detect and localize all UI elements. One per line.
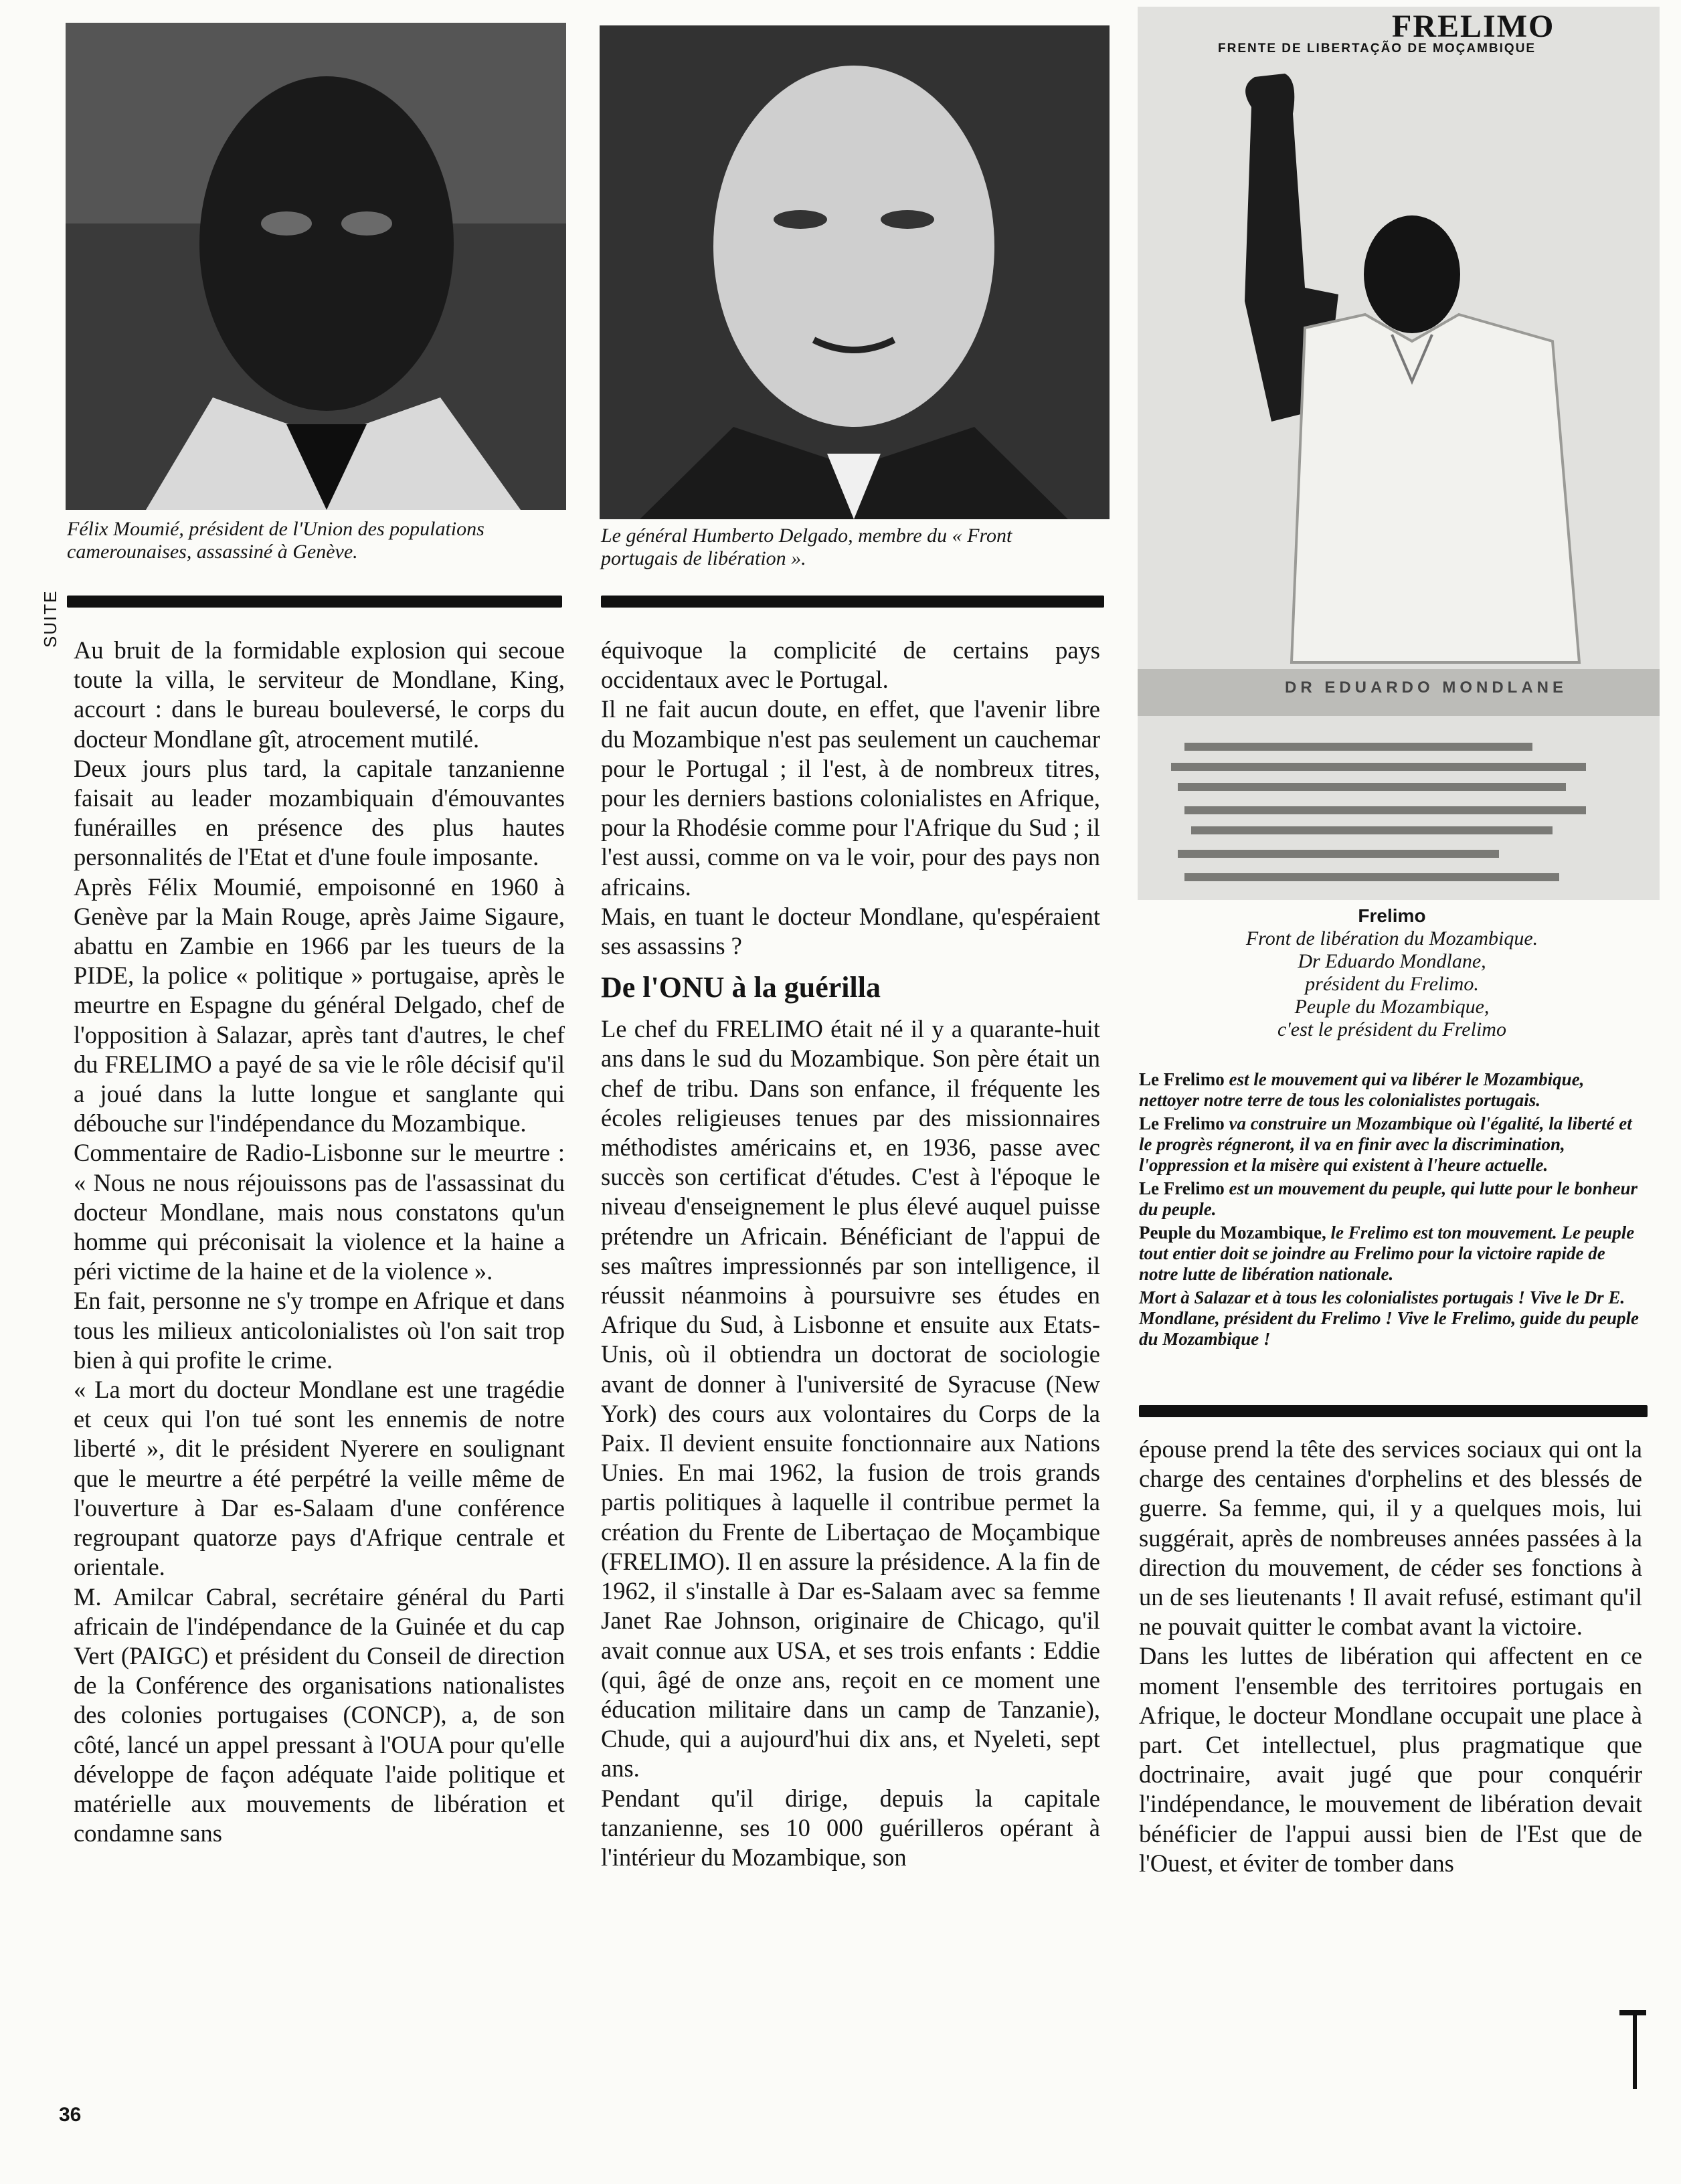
- poster-banner: DR EDUARDO MONDLANE: [1285, 678, 1567, 697]
- paragraph: Dans les luttes de libération qui affectent en ce moment l'ensemble des territoires portugais en Afrique, le docteur Mondlane occupait une place à part. Cet intellectuel, plus pragmatique que doctrinaire, avait jugé que pour conquérir l'indépendance, le mouvement de libération devait bénéficier de l'appui aussi bien de l'Est que de l'Ouest, et éviter de tomber dans: [1139, 1642, 1642, 1877]
- poster-caption-line: Dr Eduardo Mondlane,: [1298, 950, 1486, 972]
- moumie-caption: Félix Moumié, président de l'Union des populations camerounaises, assassiné à Genève.: [67, 518, 484, 563]
- paragraph: équivoque la complicité de certains pays occidentaux avec le Portugal.: [601, 636, 1100, 694]
- poster-caption-line: Peuple du Mozambique,: [1294, 996, 1490, 1018]
- paragraph: épouse prend la tête des services sociaux qui ont la charge des centaines d'orphelins et des blessés de guerre. Sa femme, qui, il y a quelques mois, lui suggérait, après de nombreuses années passées à la direction du mouvement, de céder ses fonctions à un de ses lieutenants ! Il avait refusé, estimant qu'il ne pouvait quitter le combat avant la victoire.: [1139, 1435, 1642, 1641]
- manifesto-lead: Le Frelimo: [1139, 1069, 1225, 1089]
- poster-title: FRELIMO: [1392, 9, 1555, 44]
- paragraph: Mais, en tuant le docteur Mondlane, qu'espéraient ses assassins ?: [601, 902, 1100, 960]
- continuation-mark-bar: [1619, 2010, 1646, 2015]
- article-column-1: [74, 636, 565, 1848]
- paragraph: M. Amilcar Cabral, secrétaire général du Parti africain de l'indépendance de la Guinée et du cap Vert (PAIGC) et président du Conseil de direction de la Conférence des organisations nationalistes des colonies portugaises (CONCP), a, de son côté, lancé un appel pressant à l'OUA pour qu'elle développe de façon adéquate l'aide politique et matérielle aux mouvements de libération et condamne sans: [74, 1582, 565, 1847]
- paragraph: « La mort du docteur Mondlane est une tragédie et ceux qui l'on tué sont les ennemis de notre liberté », dit le président Nyerere en soulignant que le meurtre a été perpétré la veille même de l'ouverture à Dar es-Salaam d'une conférence regroupant quatorze pays d'Afrique centrale et orientale.: [74, 1376, 565, 1581]
- delgado-caption: Le général Humberto Delgado, membre du « Front portugais de libération ».: [601, 525, 1012, 569]
- manifesto-text: va construire un Mozambique où l'égalité, la liberté et le progrès régneront, il va en finir avec la discrimination, l'oppression et la misère qui existent à l'heure actuelle.: [1139, 1113, 1632, 1175]
- poster-caption: [1138, 905, 1646, 1041]
- manifesto-lead: Le Frelimo: [1139, 1113, 1225, 1133]
- manifesto-text: Mort à Salazar et à tous les colonialistes portugais ! Vive le Dr E. Mondlane, président du Frelimo ! Vive le Frelimo, guide du peuple du Mozambique !: [1139, 1287, 1640, 1349]
- section-heading: De l'ONU à la guérilla: [601, 971, 881, 1004]
- poster-caption-line: Front de libération du Mozambique.: [1245, 927, 1538, 949]
- article-column-3: [1139, 1435, 1642, 1878]
- manifesto-lead: Peuple du Mozambique,: [1139, 1222, 1326, 1243]
- paragraph: Il ne fait aucun doute, en effet, que l'avenir libre du Mozambique n'est pas seulement un cauchemar pour le Portugal ; il l'est, à de nombreux titres, pour les derniers bastions colonialistes en Afrique, pour la Rhodésie comme pour l'Afrique du Sud ; il l'est aussi, comme on va le voir, pour des pays non africains.: [601, 695, 1100, 901]
- poster-caption-line: président du Frelimo.: [1305, 973, 1479, 995]
- continuation-mark: [1633, 2010, 1637, 2089]
- paragraph: En fait, personne ne s'y trompe en Afrique et dans tous les milieux anticolonialistes où l'on sait trop bien à qui profite le crime.: [74, 1287, 565, 1374]
- poster-subtitle: FRENTE DE LIBERTAÇÃO DE MOÇAMBIQUE: [1218, 41, 1536, 56]
- suite-label: SUITE: [40, 589, 60, 648]
- manifesto-text: est le mouvement qui va libérer le Mozambique, nettoyer notre terre de tous les colonialistes portugais.: [1139, 1069, 1585, 1110]
- frelimo-poster: [1138, 7, 1660, 900]
- manifesto-lead: Le Frelimo: [1139, 1178, 1225, 1198]
- paragraph: Le chef du FRELIMO était né il y a quarante-huit ans dans le sud du Mozambique. Son père était un chef de tribu. Dans son enfance, il fréquente les écoles religieuses tenues par des missionnaires méthodistes américains et, en 1936, passe avec succès son certificat d'études. C'est à l'époque le niveau d'enseignement le plus élevé auquel puisse prétendre un Africain. Bénéficiant de l'appui de ses maîtres impressionnés par son intelligence, il réussit néanmoins à poursuivre ses études en Afrique du Sud, à Lisbonne et ensuite aux Etats-Unis, où il obtiendra un doctorat de sociologie avant de donner à l'université de Syracuse (New York) des cours aux volontaires du Corps de la Paix. Il devient ensuite fonctionnaire aux Nations Unies. En mai 1962, la fusion de trois grands partis politiques à laquelle il contribue permet la création du Frente de Libertaçao de Moçambique (FRELIMO). Il en assure la présidence. A la fin de 1962, il s'installe à Dar es-Salaam avec sa femme Janet Rae Johnson, originaire de Chicago, qu'il avait connue aux USA, et ses trois enfants : Eddie (qui, âgé de onze ans, reçoit en ce moment une éducation militaire dans un camp de Tanzanie), Chude, qui a aujourd'hui dix ans, et Nyeleti, sept ans.: [601, 1015, 1100, 1783]
- poster-caption-line: c'est le président du Frelimo: [1277, 1018, 1506, 1040]
- paragraph: Au bruit de la formidable explosion qui secoue toute la villa, le serviteur de Mondlane, King, accourt : dans le bureau bouleversé, le corps du docteur Mondlane gît, atrocement mutilé.: [74, 636, 565, 753]
- poster-caption-title: Frelimo: [1358, 905, 1426, 926]
- section-rule: [1139, 1405, 1648, 1417]
- paragraph: Après Félix Moumié, empoisonné en 1960 à Genève par la Main Rouge, après Jaime Sigaure, abattu en Zambie en 1966 par les tueurs de la PIDE, la police « politique » portugaise, après le meurtre en Espagne du général Delgado, chef de l'opposition à Salazar, après tant d'autres, le chef du FRELIMO a payé de sa vie le rôle décisif qu'il a joué dans la lutte longue et sanglante qui débouche sur l'indépendance du Mozambique.: [74, 873, 565, 1138]
- moumie-photo: [66, 23, 566, 510]
- section-rule: [67, 596, 562, 608]
- paragraph: Deux jours plus tard, la capitale tanzanienne faisait au leader mozambiquain d'émouvantes funérailles en présence des plus hautes personnalités de l'Etat et d'une foule imposante.: [74, 754, 565, 871]
- manifesto-text: le Frelimo est ton mouvement. Le peuple tout entier doit se joindre au Frelimo pour la victoire rapide de notre lutte de libération nationale.: [1139, 1222, 1635, 1284]
- article-column-2: [601, 636, 1100, 1872]
- frelimo-manifesto: [1139, 1069, 1648, 1352]
- paragraph: Commentaire de Radio-Lisbonne sur le meurtre : « Nous ne nous réjouissons pas de l'assassinat du docteur Mondlane, mais nous constatons qu'un homme qui préconisait la violence et la haine a péri victime de la haine et de la violence ».: [74, 1139, 565, 1285]
- paragraph: Pendant qu'il dirige, depuis la capitale tanzanienne, ses 10 000 guérilleros opérant à l'intérieur du Mozambique, son: [601, 1784, 1100, 1871]
- page-number: 36: [59, 2104, 82, 2126]
- manifesto-text: est un mouvement du peuple, qui lutte pour le bonheur du peuple.: [1139, 1178, 1638, 1219]
- delgado-photo: [600, 25, 1110, 519]
- section-rule: [601, 596, 1104, 608]
